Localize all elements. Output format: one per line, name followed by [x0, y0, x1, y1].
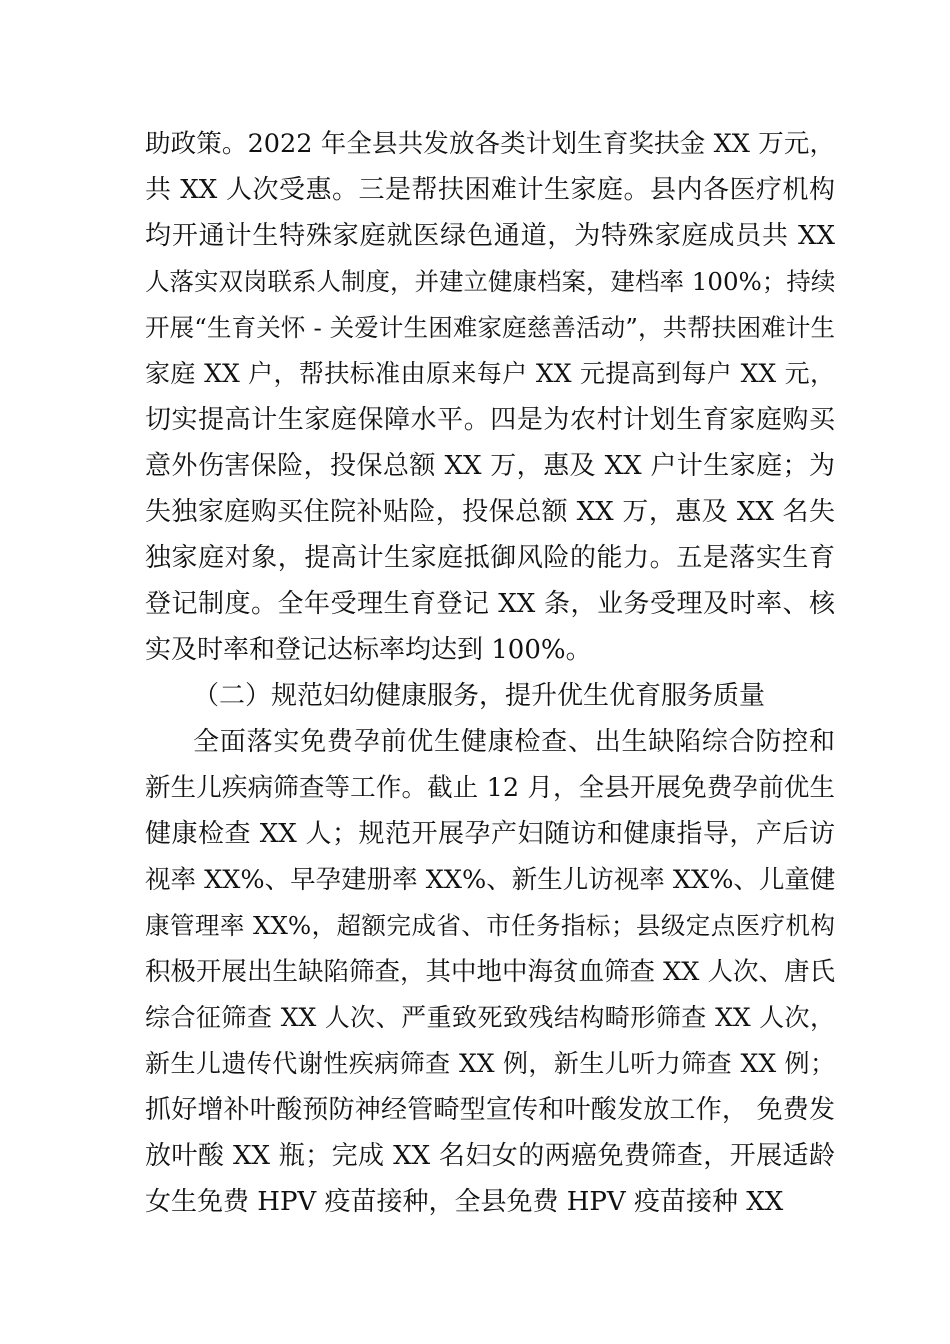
paragraph-line: 切实提高计生家庭保障水平。四是为农村计划生育家庭购买: [145, 405, 835, 435]
paragraph-line: 独家庭对象，提高计生家庭抵御风险的能力。五是落实生育: [145, 543, 835, 573]
paragraph-line: 康管理率 XX%，超额完成省、市任务指标；县级定点医疗机构: [145, 911, 835, 940]
paragraph-line: 全面落实免费孕前优生健康检查、出生缺陷综合防控和: [193, 727, 835, 757]
paragraph-line: 新生儿疾病筛查等工作。截止 12 月，全县开展免费孕前优生: [145, 773, 835, 803]
paragraph-line: 失独家庭购买住院补贴险，投保总额 XX 万，惠及 XX 名失: [145, 497, 835, 527]
paragraph-line: 女生免费 HPV 疫苗接种，全县免费 HPV 疫苗接种 XX: [145, 1187, 784, 1217]
paragraph-line: 积极开展出生缺陷筛查，其中地中海贫血筛查 XX 人次、唐氏: [145, 957, 836, 987]
paragraph-line: 家庭 XX 户，帮扶标准由原来每户 XX 元提高到每户 XX 元，: [145, 359, 835, 388]
paragraph-line: 人落实双岗联系人制度，并建立健康档案，建档率 100%；持续: [145, 267, 836, 296]
paragraph-line: 健康检查 XX 人；规范开展孕产妇随访和健康指导，产后访: [145, 819, 835, 849]
section-heading: （二）规范妇幼健康服务，提升优生优育服务质量: [193, 681, 766, 711]
paragraph-line: 助政策。2022 年全县共发放各类计划生育奖扶金 XX 万元，: [145, 129, 835, 159]
paragraph-line: 开展“生育关怀 - 关爱计生困难家庭慈善活动”，共帮扶困难计生: [145, 313, 835, 342]
paragraph-line: 登记制度。全年受理生育登记 XX 条，业务受理及时率、核: [145, 589, 835, 619]
paragraph-line: 综合征筛查 XX 人次、严重致死致残结构畸形筛查 XX 人次，: [145, 1003, 835, 1032]
paragraph-line: 共 XX 人次受惠。三是帮扶困难计生家庭。县内各医疗机构: [145, 175, 835, 205]
paragraph-line: 新生儿遗传代谢性疾病筛查 XX 例，新生儿听力筛查 XX 例；: [145, 1049, 835, 1078]
paragraph-line: 抓好增补叶酸预防神经管畸型宣传和叶酸发放工作， 免费发: [145, 1095, 835, 1125]
paragraph-line: 意外伤害保险，投保总额 XX 万，惠及 XX 户计生家庭；为: [145, 451, 835, 481]
paragraph-line: 均开通计生特殊家庭就医绿色通道，为特殊家庭成员共 XX: [145, 221, 835, 251]
paragraph-line: 视率 XX%、早孕建册率 XX%、新生儿访视率 XX%、儿童健: [145, 865, 836, 895]
paragraph-line: 实及时率和登记达标率均达到 100%。: [145, 635, 592, 665]
paragraph-line: 放叶酸 XX 瓶；完成 XX 名妇女的两癌免费筛查，开展适龄: [145, 1141, 835, 1171]
